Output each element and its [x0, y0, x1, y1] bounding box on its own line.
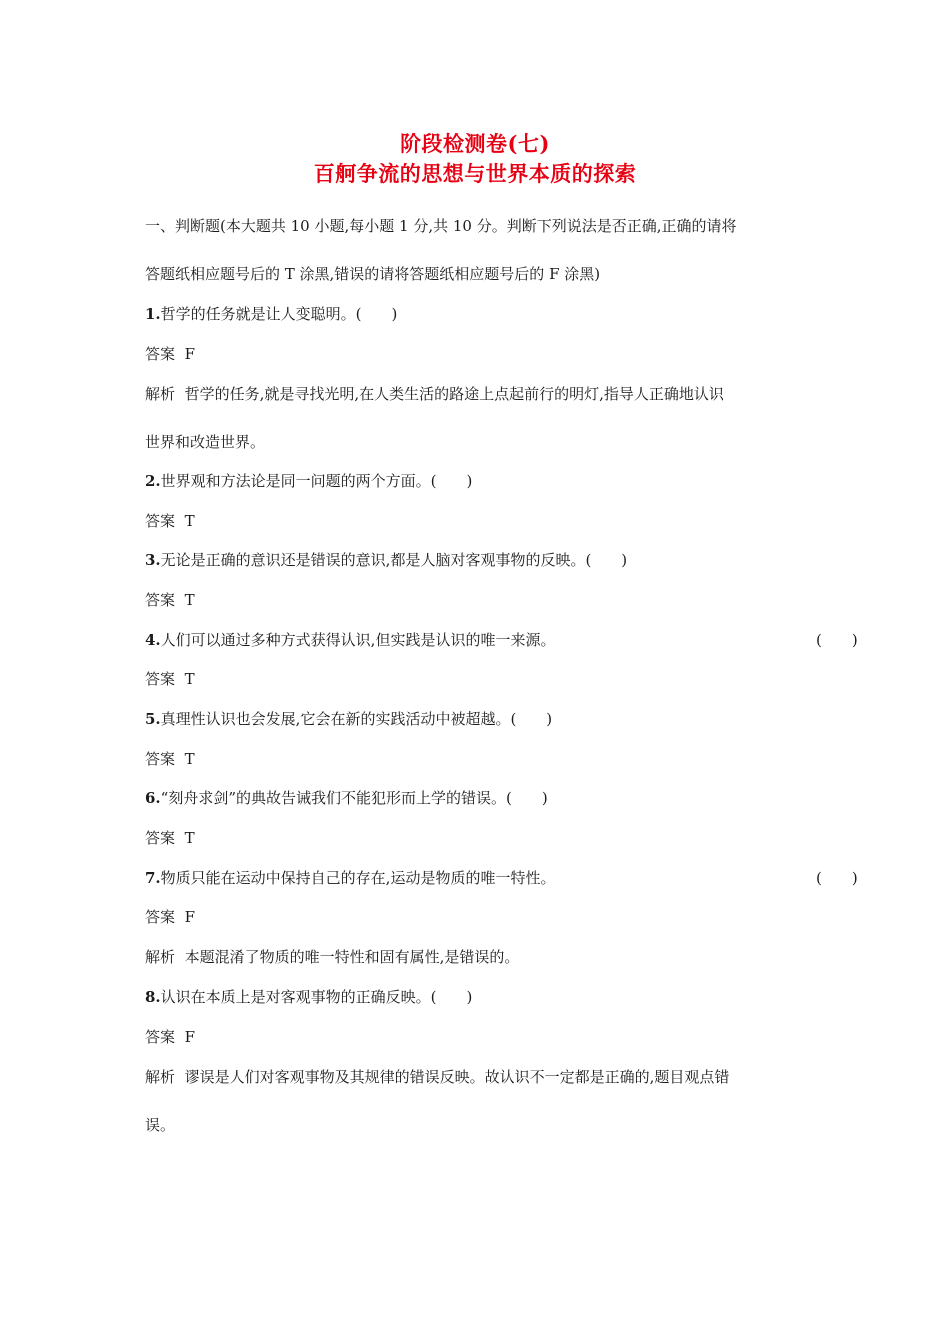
question-text: 真理性认识也会发展,它会在新的实践活动中被超越。( ): [160, 710, 553, 728]
answer-label: 答案: [145, 829, 176, 847]
question-number: 7.: [145, 869, 161, 887]
document-subtitle: 百舸争流的思想与世界本质的探索: [313, 161, 637, 186]
answer-8: [145, 1027, 195, 1047]
analysis-1: [145, 384, 724, 404]
question-6: [145, 788, 548, 808]
question-3: [145, 550, 627, 570]
analysis-7: [145, 947, 519, 967]
section-heading-line-2: 答题纸相应题号后的 T 涂黑,错误的请将答题纸相应题号后的 F 涂黑): [145, 265, 601, 283]
section-heading-line-1: 一、判断题(本大题共 10 小题,每小题 1 分,共 10 分。判断下列说法是否正确,正确的请将: [145, 217, 737, 235]
answer-blank-7: ( ): [816, 869, 858, 887]
question-5: [145, 709, 552, 729]
question-text: 认识在本质上是对客观事物的正确反映。( ): [160, 988, 473, 1006]
analysis-text: 谬误是人们对客观事物及其规律的错误反映。故认识不一定都是正确的,题目观点错: [184, 1068, 730, 1086]
analysis-8: [145, 1067, 729, 1087]
answer-2: [145, 511, 195, 531]
answer-value: F: [184, 345, 195, 363]
answer-value: F: [184, 1028, 195, 1046]
question-number: 6.: [145, 789, 161, 807]
answer-blank-4: ( ): [816, 631, 858, 649]
answer-value: T: [184, 750, 195, 768]
answer-3: [145, 590, 195, 610]
analysis-text: 哲学的任务,就是寻找光明,在人类生活的路途上点起前行的明灯,指导人正确地认识: [184, 385, 724, 403]
answer-value: T: [184, 670, 195, 688]
analysis-text: 本题混淆了物质的唯一特性和固有属性,是错误的。: [184, 948, 520, 966]
question-2: [145, 471, 472, 491]
question-text: 物质只能在运动中保持自己的存在,运动是物质的唯一特性。: [160, 869, 556, 887]
question-8: [145, 987, 472, 1007]
answer-label: 答案: [145, 345, 176, 363]
answer-1: [145, 344, 195, 364]
answer-7: [145, 907, 195, 927]
answer-6: [145, 828, 195, 848]
question-text: 世界观和方法论是同一问题的两个方面。( ): [160, 472, 473, 490]
question-1: [145, 304, 397, 324]
question-number: 8.: [145, 988, 161, 1006]
answer-label: 答案: [145, 512, 176, 530]
analysis-1-continued: 世界和改造世界。: [145, 433, 266, 451]
answer-label: 答案: [145, 670, 176, 688]
question-text: 哲学的任务就是让人变聪明。( ): [160, 305, 398, 323]
answer-label: 答案: [145, 750, 176, 768]
question-number: 2.: [145, 472, 161, 490]
answer-label: 答案: [145, 591, 176, 609]
answer-value: T: [184, 829, 195, 847]
answer-value: T: [184, 591, 195, 609]
document-title: 阶段检测卷(七): [400, 131, 550, 156]
question-4: [145, 630, 555, 650]
analysis-label: 解析: [145, 1068, 176, 1086]
question-text: 无论是正确的意识还是错误的意识,都是人脑对客观事物的反映。( ): [160, 551, 628, 569]
analysis-8-continued: 误。: [145, 1116, 176, 1134]
question-text: “刻舟求剑”的典故告诫我们不能犯形而上学的错误。( ): [160, 789, 548, 807]
answer-4: [145, 669, 195, 689]
analysis-label: 解析: [145, 948, 176, 966]
question-text: 人们可以通过多种方式获得认识,但实践是认识的唯一来源。: [160, 631, 556, 649]
question-number: 5.: [145, 710, 161, 728]
question-7: [145, 868, 555, 888]
answer-value: F: [184, 908, 195, 926]
answer-label: 答案: [145, 908, 176, 926]
question-number: 1.: [145, 305, 161, 323]
question-number: 4.: [145, 631, 161, 649]
answer-label: 答案: [145, 1028, 176, 1046]
answer-value: T: [184, 512, 195, 530]
analysis-label: 解析: [145, 385, 176, 403]
answer-5: [145, 749, 195, 769]
question-number: 3.: [145, 551, 161, 569]
